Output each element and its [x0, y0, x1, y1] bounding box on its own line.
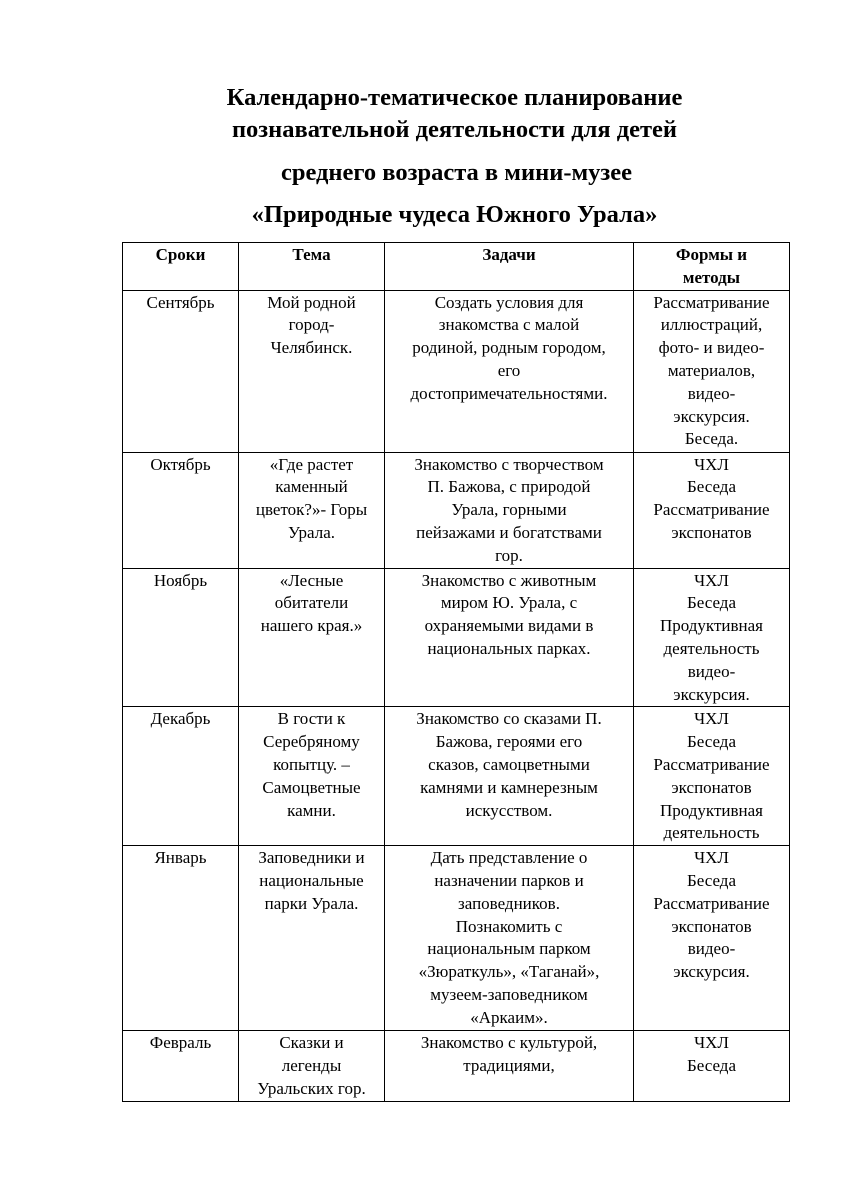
methods-line: экскурсия. — [673, 962, 750, 982]
cell-topic — [239, 568, 385, 707]
cell-topic — [239, 452, 385, 568]
methods-line: ЧХЛ — [694, 570, 729, 590]
topic-line: копытцу. – — [273, 754, 350, 774]
methods-line: ЧХЛ — [694, 709, 729, 729]
methods-line: Продуктивная — [660, 800, 763, 820]
topic-line: Заповедники и — [258, 848, 365, 868]
tasks-line: «Аркаим». — [470, 1007, 548, 1027]
methods-line: экспонатов — [671, 777, 752, 797]
methods-line: фото- и видео- — [658, 338, 765, 358]
document-title-line-2: познавательной деятельности для детей — [231, 116, 678, 143]
cell-tasks — [385, 707, 634, 846]
cell-topic — [239, 707, 385, 846]
cell-tasks — [385, 290, 634, 452]
tasks-line: музеем-заповедником — [430, 984, 588, 1004]
tasks-line: его — [497, 360, 521, 380]
methods-line: ЧХЛ — [694, 454, 729, 474]
document-title-line-4: «Природные чудеса Южного Урала» — [251, 201, 658, 228]
topic-line: Урала. — [287, 522, 335, 542]
cell-month: Октябрь — [123, 452, 239, 568]
tasks-line: Познакомить с — [455, 916, 563, 936]
methods-line: экскурсия. — [673, 684, 750, 704]
topic-line: Мой родной — [267, 292, 356, 312]
methods-line: Рассматривание — [653, 754, 770, 774]
tasks-line: знакомства с малой — [438, 315, 580, 335]
tasks-line: сказов, самоцветными — [428, 754, 590, 774]
topic-line: «Где растет — [269, 454, 354, 474]
topic-line: Самоцветные — [262, 777, 361, 797]
methods-line: Беседа — [687, 870, 736, 890]
methods-line: Беседа. — [684, 429, 739, 449]
topic-line: город- — [288, 315, 335, 335]
methods-line: материалов, — [667, 360, 756, 380]
cell-methods — [634, 452, 790, 568]
tasks-line: искусством. — [465, 800, 553, 820]
tasks-line: Создать условия для — [434, 292, 584, 312]
tasks-line: Знакомство с культурой, — [420, 1033, 598, 1053]
document-title-line-1: Календарно-тематическое планирование — [226, 84, 683, 111]
methods-line: Беседа — [687, 477, 736, 497]
topic-line: Серебряному — [263, 732, 360, 752]
cell-methods — [634, 568, 790, 707]
methods-line: ЧХЛ — [694, 848, 729, 868]
cell-tasks — [385, 1031, 634, 1101]
topic-line: цветок?»- Горы — [255, 500, 368, 520]
topic-line: каменный — [275, 477, 348, 497]
cell-topic — [239, 846, 385, 1031]
cell-methods — [634, 846, 790, 1031]
header-methods — [634, 243, 790, 291]
tasks-line: национальных парках. — [427, 638, 591, 658]
tasks-line: назначении парков и — [434, 870, 584, 890]
header-methods-line-2: методы — [682, 267, 741, 287]
table-row — [123, 846, 790, 1031]
tasks-line: Знакомство с творчеством — [414, 454, 604, 474]
methods-line: видео- — [687, 383, 736, 403]
methods-line: Беседа — [687, 732, 736, 752]
tasks-line: традициями, — [463, 1055, 555, 1075]
cell-topic — [239, 1031, 385, 1101]
table-row — [123, 1031, 790, 1101]
methods-line: Рассматривание — [653, 500, 770, 520]
cell-month: Февраль — [123, 1031, 239, 1101]
tasks-line: охраняемыми видами в — [424, 616, 594, 636]
cell-methods — [634, 707, 790, 846]
tasks-line: заповедников. — [458, 893, 560, 913]
tasks-line: Бажова, героями его — [435, 732, 583, 752]
topic-line: камни. — [287, 800, 336, 820]
tasks-line: Знакомство с животным — [421, 570, 597, 590]
methods-line: видео- — [687, 661, 736, 681]
tasks-line: «Зюраткуль», «Таганай», — [418, 962, 600, 982]
header-tasks: Задачи — [385, 243, 634, 291]
methods-line: Продуктивная — [660, 616, 763, 636]
cell-methods — [634, 290, 790, 452]
methods-line: видео- — [687, 939, 736, 959]
table-row — [123, 568, 790, 707]
table-row — [123, 452, 790, 568]
cell-tasks — [385, 568, 634, 707]
tasks-line: камнями и камнерезным — [420, 777, 598, 797]
tasks-line: национальным парком — [427, 939, 591, 959]
methods-line: экспонатов — [671, 522, 752, 542]
cell-month: Ноябрь — [123, 568, 239, 707]
topic-line: Сказки и — [279, 1033, 344, 1053]
methods-line: ЧХЛ — [694, 1033, 729, 1053]
methods-line: деятельность — [663, 823, 760, 843]
methods-line: экспонатов — [671, 916, 752, 936]
topic-line: легенды — [281, 1055, 342, 1075]
tasks-line: Знакомство со сказами П. — [416, 709, 602, 729]
header-topic: Тема — [239, 243, 385, 291]
topic-line: нашего края.» — [260, 616, 363, 636]
topic-line: Уральских гор. — [257, 1078, 366, 1098]
tasks-line: родиной, родным городом, — [412, 338, 606, 358]
tasks-line: П. Бажова, с природой — [427, 477, 591, 497]
table-row — [123, 290, 790, 452]
topic-line: обитатели — [274, 593, 349, 613]
methods-line: экскурсия. — [673, 406, 750, 426]
methods-line: деятельность — [663, 638, 760, 658]
header-methods-line-1: Формы и — [675, 245, 748, 264]
tasks-line: Урала, горными — [451, 500, 567, 520]
table-header-row — [123, 243, 790, 291]
topic-line: В гости к — [277, 709, 346, 729]
cell-month: Январь — [123, 846, 239, 1031]
tasks-line: Дать представление о — [430, 848, 588, 868]
cell-tasks — [385, 846, 634, 1031]
planning-table — [122, 242, 790, 1102]
methods-line: Беседа — [687, 593, 736, 613]
header-terms: Сроки — [123, 243, 239, 291]
methods-line: Беседа — [687, 1055, 736, 1075]
topic-line: парки Урала. — [264, 893, 359, 913]
tasks-line: достопримечательностями. — [410, 383, 608, 403]
tasks-line: миром Ю. Урала, с — [440, 593, 578, 613]
cell-month: Декабрь — [123, 707, 239, 846]
table-body — [123, 290, 790, 1101]
tasks-line: пейзажами и богатствами — [416, 522, 602, 542]
tasks-line: гор. — [495, 545, 523, 565]
methods-line: иллюстраций, — [660, 315, 763, 335]
cell-topic — [239, 290, 385, 452]
methods-line: Рассматривание — [653, 292, 770, 312]
methods-line: Рассматривание — [653, 893, 770, 913]
topic-line: Челябинск. — [270, 338, 353, 358]
topic-line: «Лесные — [279, 570, 344, 590]
topic-line: национальные — [259, 870, 364, 890]
table-row — [123, 707, 790, 846]
cell-month: Сентябрь — [123, 290, 239, 452]
cell-tasks — [385, 452, 634, 568]
cell-methods — [634, 1031, 790, 1101]
document-title-line-3: среднего возраста в мини-музее — [280, 159, 633, 186]
